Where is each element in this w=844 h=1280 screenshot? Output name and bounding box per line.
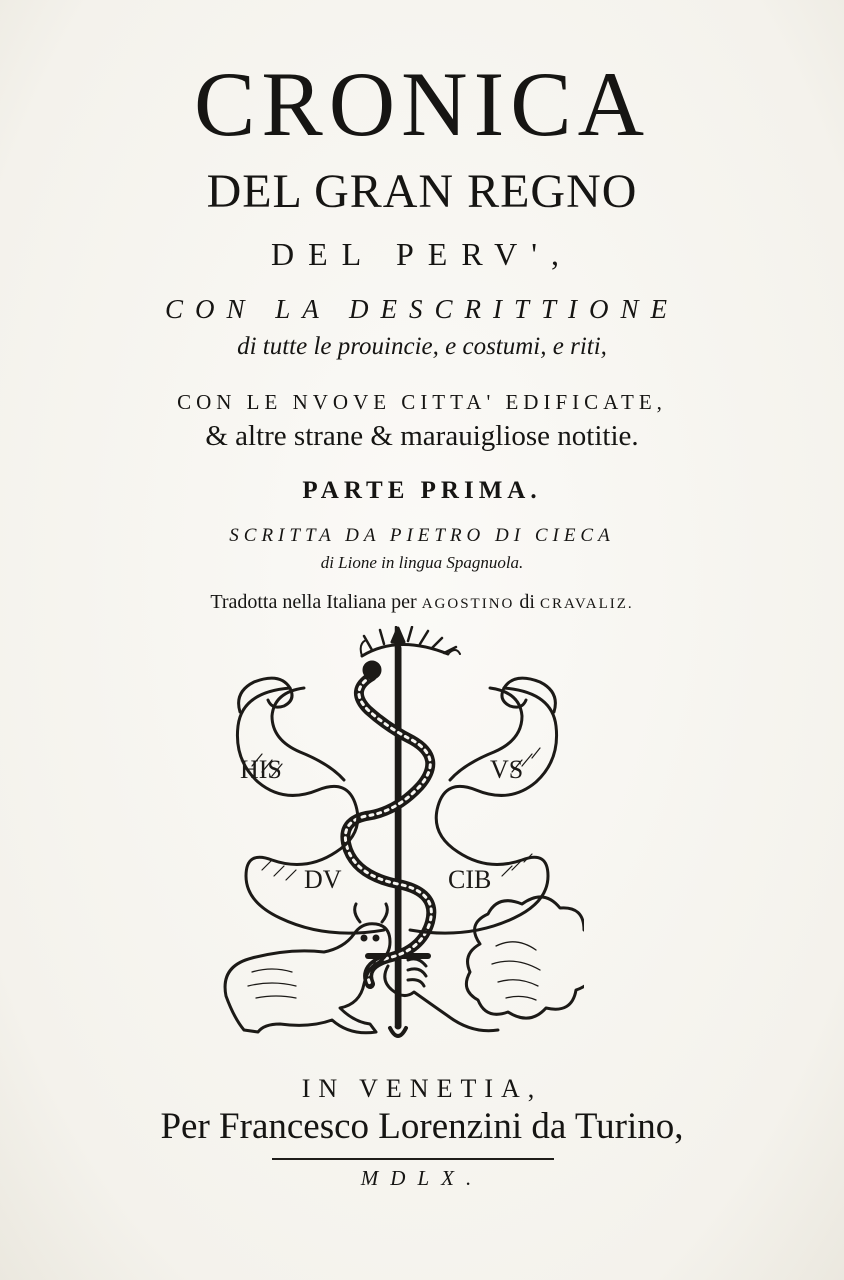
translator-line (0, 592, 844, 612)
subtitle-notitie: & altre strane & marauigliose notitie. (205, 420, 639, 452)
subtitle-prouincie: di tutte le prouincie, e costumi, e riti, (237, 333, 607, 360)
motto-dv: DV (304, 865, 342, 894)
laurel-wreath-icon (361, 627, 460, 656)
subtitle-citta: CON LE NVOVE CITTA' EDIFICATE, (177, 390, 667, 414)
translator-prefix: Tradotta nella Italiana per (210, 591, 422, 613)
author-origin: di Lione in lingua Spagnuola. (320, 553, 524, 572)
imprint-printer: Per Francesco Lorenzini da Turino, (160, 1106, 684, 1147)
caduceus-staff-icon (368, 628, 428, 1036)
motto-vs: VS (490, 755, 524, 784)
imprint-place: IN VENETIA, (301, 1074, 543, 1103)
imprint-year: MDLX. (360, 1166, 484, 1190)
translator-firstname: AGOSTINO (421, 596, 515, 612)
motto-cib: CIB (448, 865, 492, 894)
translator-di: di (514, 591, 540, 613)
subtitle-descrittione: CON LA DESCRITTIONE (164, 294, 680, 324)
part-label: PARTE PRIMA. (302, 477, 542, 504)
printers-device-woodcut (212, 626, 584, 1066)
imprint-rule (272, 1158, 554, 1160)
author-line: SCRITTA DA PIETRO DI CIECA (229, 525, 615, 546)
title-cronica: CRONICA (193, 53, 651, 155)
title-del-peru: DEL PERV', (270, 236, 573, 272)
title-del-gran-regno: DEL GRAN REGNO (206, 165, 638, 218)
translator-surname: CRAVALIZ. (539, 596, 634, 612)
motto-his: HIS (240, 755, 282, 784)
hand-from-clouds-icon (385, 897, 584, 1031)
